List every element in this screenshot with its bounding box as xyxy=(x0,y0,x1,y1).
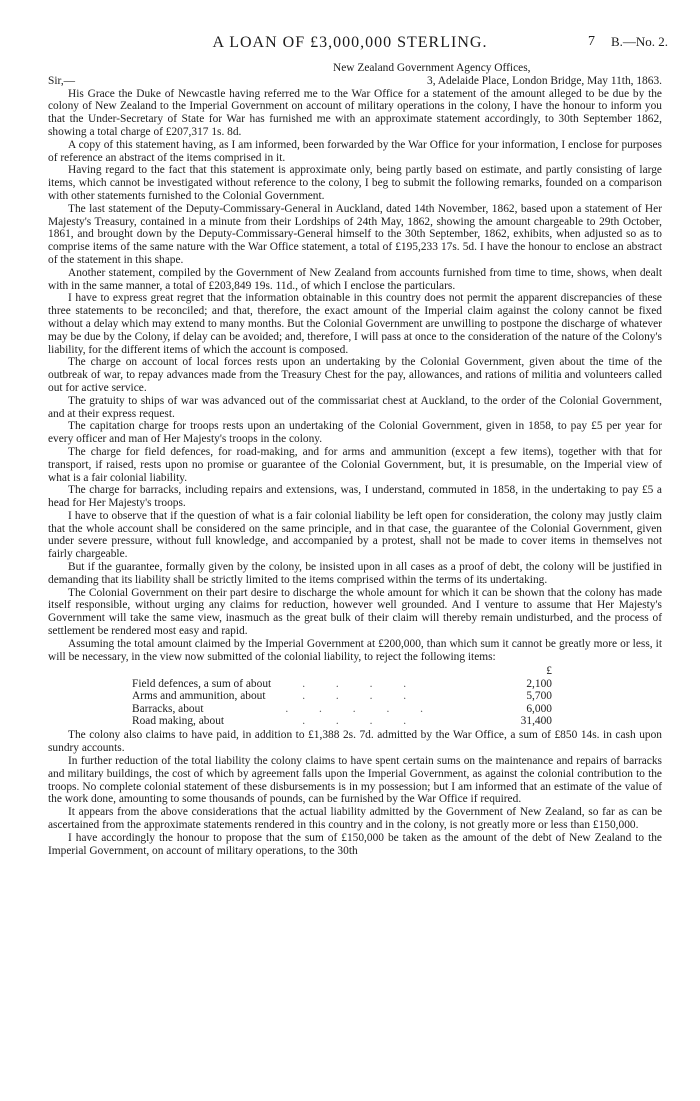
paragraph: In further reduction of the total liability the colony claims to have spent certain sums on the maintenance and repairs of barracks and military buildings, the cost of which by agreement falls upon the Imperial Government, as against the colonial contribution to the troops. No complete colonial statement of these disbursements is in my possession; but I am informed that an estimate of the value of the work done, amounting to some thousands of pounds, can be furnished by the War Office if required. xyxy=(48,755,662,806)
item-label: Field defences, a sum of about xyxy=(132,677,272,690)
paragraph: But if the guarantee, formally given by the colony, be insisted upon in all cases as a proof of debt, the colony will be justified in demanding that its liability shall be strictly limited to the items comprised within the terms of its undertaking. xyxy=(48,561,662,586)
paragraph: I have to observe that if the question of what is a fair colonial liability be left open for consideration, the colony may justly claim that the whole account shall be considered on the same principle, and in that case, the guarantee of the Colonial Government, given under severe pressure, without full knowledge, and accompanied by a protest, shall not be made to cover items in themselves not fairly chargeable. xyxy=(48,509,662,561)
paragraph: A copy of this statement having, as I am informed, been forwarded by the War Office for your information, I enclose for purposes of reference an abstract of the items comprised in it. xyxy=(48,138,662,164)
item-label: Arms and ammunition, about xyxy=(132,690,266,703)
paragraph: Assuming the total amount claimed by the Imperial Government at £200,000, than which sum it cannot be greatly more or less, it will be necessary, in the view now submitted of the colonial liability, to reject the following items: xyxy=(48,637,662,663)
letter-body xyxy=(48,62,662,857)
paragraph: The charge on account of local forces rests upon an undertaking by the Colonial Government, given about the time of the outbreak of war, to repay advances made from the Treasury Chest for the pay, allowances, and rations of militia and volunteers called out for active service. xyxy=(48,356,662,394)
paragraph: I have accordingly the honour to propose that the sum of £150,000 be taken as the amount of the debt of New Zealand to the Imperial Government, on account of military operations, to the 30th xyxy=(48,831,662,857)
paragraph: The gratuity to ships of war was advanced out of the commissariat chest at Auckland, to the order of the Colonial Government, and at their express request. xyxy=(48,394,662,420)
page-header xyxy=(0,34,700,54)
address-line-1: New Zealand Government Agency Offices, xyxy=(333,62,531,74)
salutation: Sir,— xyxy=(48,74,76,87)
paragraphs-before-table xyxy=(48,88,662,664)
paragraph: The Colonial Government on their part desire to discharge the whole amount for which it can be shown that the colony has made itself responsible, without urging any claims for reduction, however well grounded. And I venture to assume that Her Majesty's Government will take the same view, inasmuch as the great bulk of their claim will thereby remain undisturbed, and the process of settlement be rendered most easy and rapid. xyxy=(48,586,662,638)
currency-header: £ xyxy=(546,665,552,678)
salutation-row xyxy=(48,75,662,88)
item-amount: 6,000 xyxy=(526,702,552,715)
table-row xyxy=(132,703,552,715)
page-number: 7 xyxy=(588,34,595,49)
table-row xyxy=(132,678,552,690)
item-label: Barracks, about xyxy=(132,702,204,715)
paragraph: His Grace the Duke of Newcastle having referred me to the War Office for a statement of the amount alleged to be due by the colony of New Zealand to the Imperial Government on account of military operations in the colony, I have the honour to inform you that the Under-Secretary of State for War has furnished me with an approximate statement accordingly, to 30th September 1862, showing a total charge of £207,317 1s. 8d. xyxy=(48,87,662,138)
page-title: A LOAN OF £3,000,000 STERLING. xyxy=(212,34,488,51)
table-row xyxy=(132,690,552,702)
document-reference: B.—No. 2. xyxy=(611,34,669,49)
paragraph: The last statement of the Deputy-Commissary-General in Auckland, dated 14th November, 1862, based upon a statement of Her Majesty's Treasury, contained in a minute from their Lordships of 24th May, 1862, showing the amount chargeable to 29th October, 1861, and brought down by the Deputy-Commissary-General himself to the 30th September, 1862, exhibits, when adjusted so as to comprise items of the same nature with the War Office statement, a total of £195,233 17s. 5d. I have the honour to enclose an abstract of the statement in this shape. xyxy=(48,202,662,266)
paragraph: Another statement, compiled by the Government of New Zealand from accounts furnished from time to time, shows, when dealt with in the same manner, a total of £203,849 19s. 11d., of which I enclose the particulars. xyxy=(48,266,662,292)
paragraph: The charge for field defences, for road-making, and for arms and ammunition (except a few items), together with that for transport, if raised, rests upon no promise or guarantee of the Colonial Government, but, it is presumable, on the Imperial view of what is a fair colonial liability. xyxy=(48,445,662,484)
paragraph: The colony also claims to have paid, in addition to £1,388 2s. 7d. admitted by the War Office, a sum of £850 14s. in cash upon sundry accounts. xyxy=(48,729,662,755)
item-amount: 31,400 xyxy=(520,715,552,728)
table-header-row xyxy=(132,665,552,677)
paragraph: I have to express great regret that the information obtainable in this country does not permit the apparent discrepancies of these three statements to be reconciled; and that, therefore, the exact amount of the Imperial claim against the colony cannot be fixed without a delay which may extend to many months. But the Colonial Government are unwilling to postpone the discharge of whatever may be due by the Colony, if delay can be avoided; and, therefore, I will pass at once to the consideration of the nature of the Colony's liability, for the different items of which the account is composed. xyxy=(48,292,662,356)
item-amount: 2,100 xyxy=(526,677,552,690)
paragraph: The charge for barracks, including repairs and extensions, was, I understand, commuted in 1858, in the undertaking to pay £5 a head for Her Majesty's troops. xyxy=(48,484,662,510)
leader-dots: . . . . . xyxy=(285,702,437,715)
paragraphs-after-table xyxy=(48,729,662,857)
address-line-2: 3, Adelaide Place, London Bridge, May 11th, 1863. xyxy=(427,74,662,87)
item-label: Road making, about xyxy=(132,715,225,728)
rejected-items-table xyxy=(132,665,552,727)
item-amount: 5,700 xyxy=(526,690,552,703)
leader-dots: . . . . xyxy=(302,690,421,703)
table-row xyxy=(132,715,552,727)
paragraph: Having regard to the fact that this statement is approximate only, being partly based on estimate, and partly consisting of large items, which cannot be investigated without reference to the colony, I beg to submit the following remarks, founded on a comparison with other statements furnished to the Colonial Government. xyxy=(48,164,662,202)
paragraph: The capitation charge for troops rests upon an undertaking of the Colonial Government, given in 1858, to pay £5 per year for every officer and man of Her Majesty's troops in the colony. xyxy=(48,420,662,446)
leader-dots: . . . . xyxy=(302,715,421,728)
paragraph: It appears from the above considerations that the actual liability admitted by the Government of New Zealand, so far as can be ascertained from the approximate statements rendered in this country and in the colony, is not greatly more or less than £150,000. xyxy=(48,806,662,832)
leader-dots: . . . . xyxy=(302,677,421,690)
